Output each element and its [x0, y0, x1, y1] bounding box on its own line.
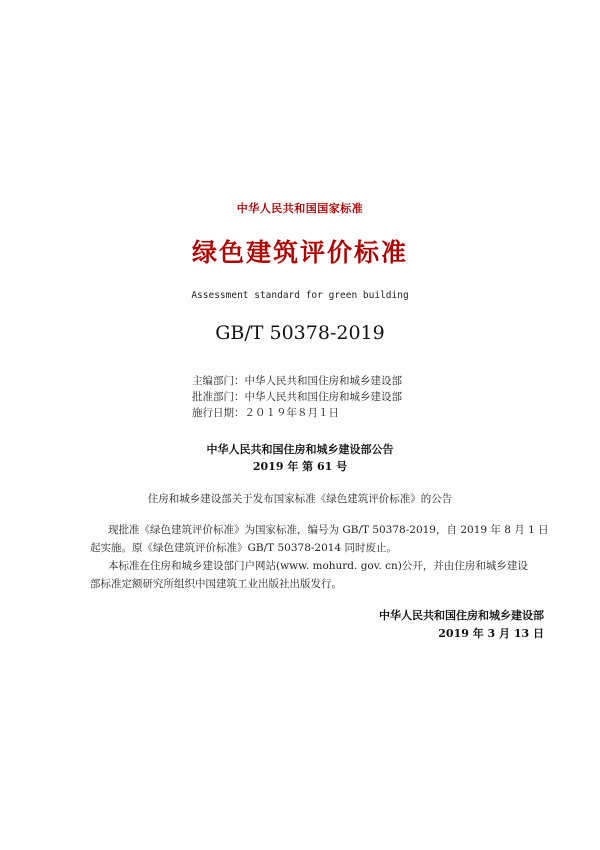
- signature-organization: 中华人民共和国住房和城乡建设部: [379, 609, 544, 622]
- paragraph-2-line-1: 本标准在住房和城乡建设部门户网站(www. mohurd. gov. cn)公开，并由住房和城乡建设: [108, 560, 528, 572]
- english-title: Assessment standard for green building: [191, 290, 409, 301]
- paragraph-2-line-2: 部标准定额研究所组织中国建筑工业出版社出版发行。: [90, 578, 342, 590]
- signature-date: 2019 年 3 月 13 日: [438, 627, 544, 640]
- paragraph-1-line-1: 现批准《绿色建筑评价标准》为国家标准，编号为 GB/T 50378-2019，自 2019 年 8 月 1 日: [108, 524, 549, 536]
- issuer-heading: 中华人民共和国国家标准: [236, 202, 364, 215]
- standard-code: GB/T 50378-2019: [215, 322, 385, 344]
- paragraph-1-line-2: 起实施。原《绿色建筑评价标准》GB/T 50378-2014 同时废止。: [90, 542, 397, 554]
- approver-line: 批准部门：中华人民共和国住房和城乡建设部: [192, 391, 402, 403]
- chief-editor-line: 主编部门：中华人民共和国住房和城乡建设部: [192, 375, 402, 387]
- document-title: 绿色建筑评价标准: [191, 238, 408, 267]
- effective-date-line: 施行日期：２０１９年８月１日: [192, 407, 339, 419]
- notice-subject: 住房和城乡建设部关于发布国家标准《绿色建筑评价标准》的公告: [147, 493, 453, 505]
- notice-title: 中华人民共和国住房和城乡建设部公告: [206, 443, 394, 456]
- notice-number: 2019 年 第 61 号: [252, 460, 348, 473]
